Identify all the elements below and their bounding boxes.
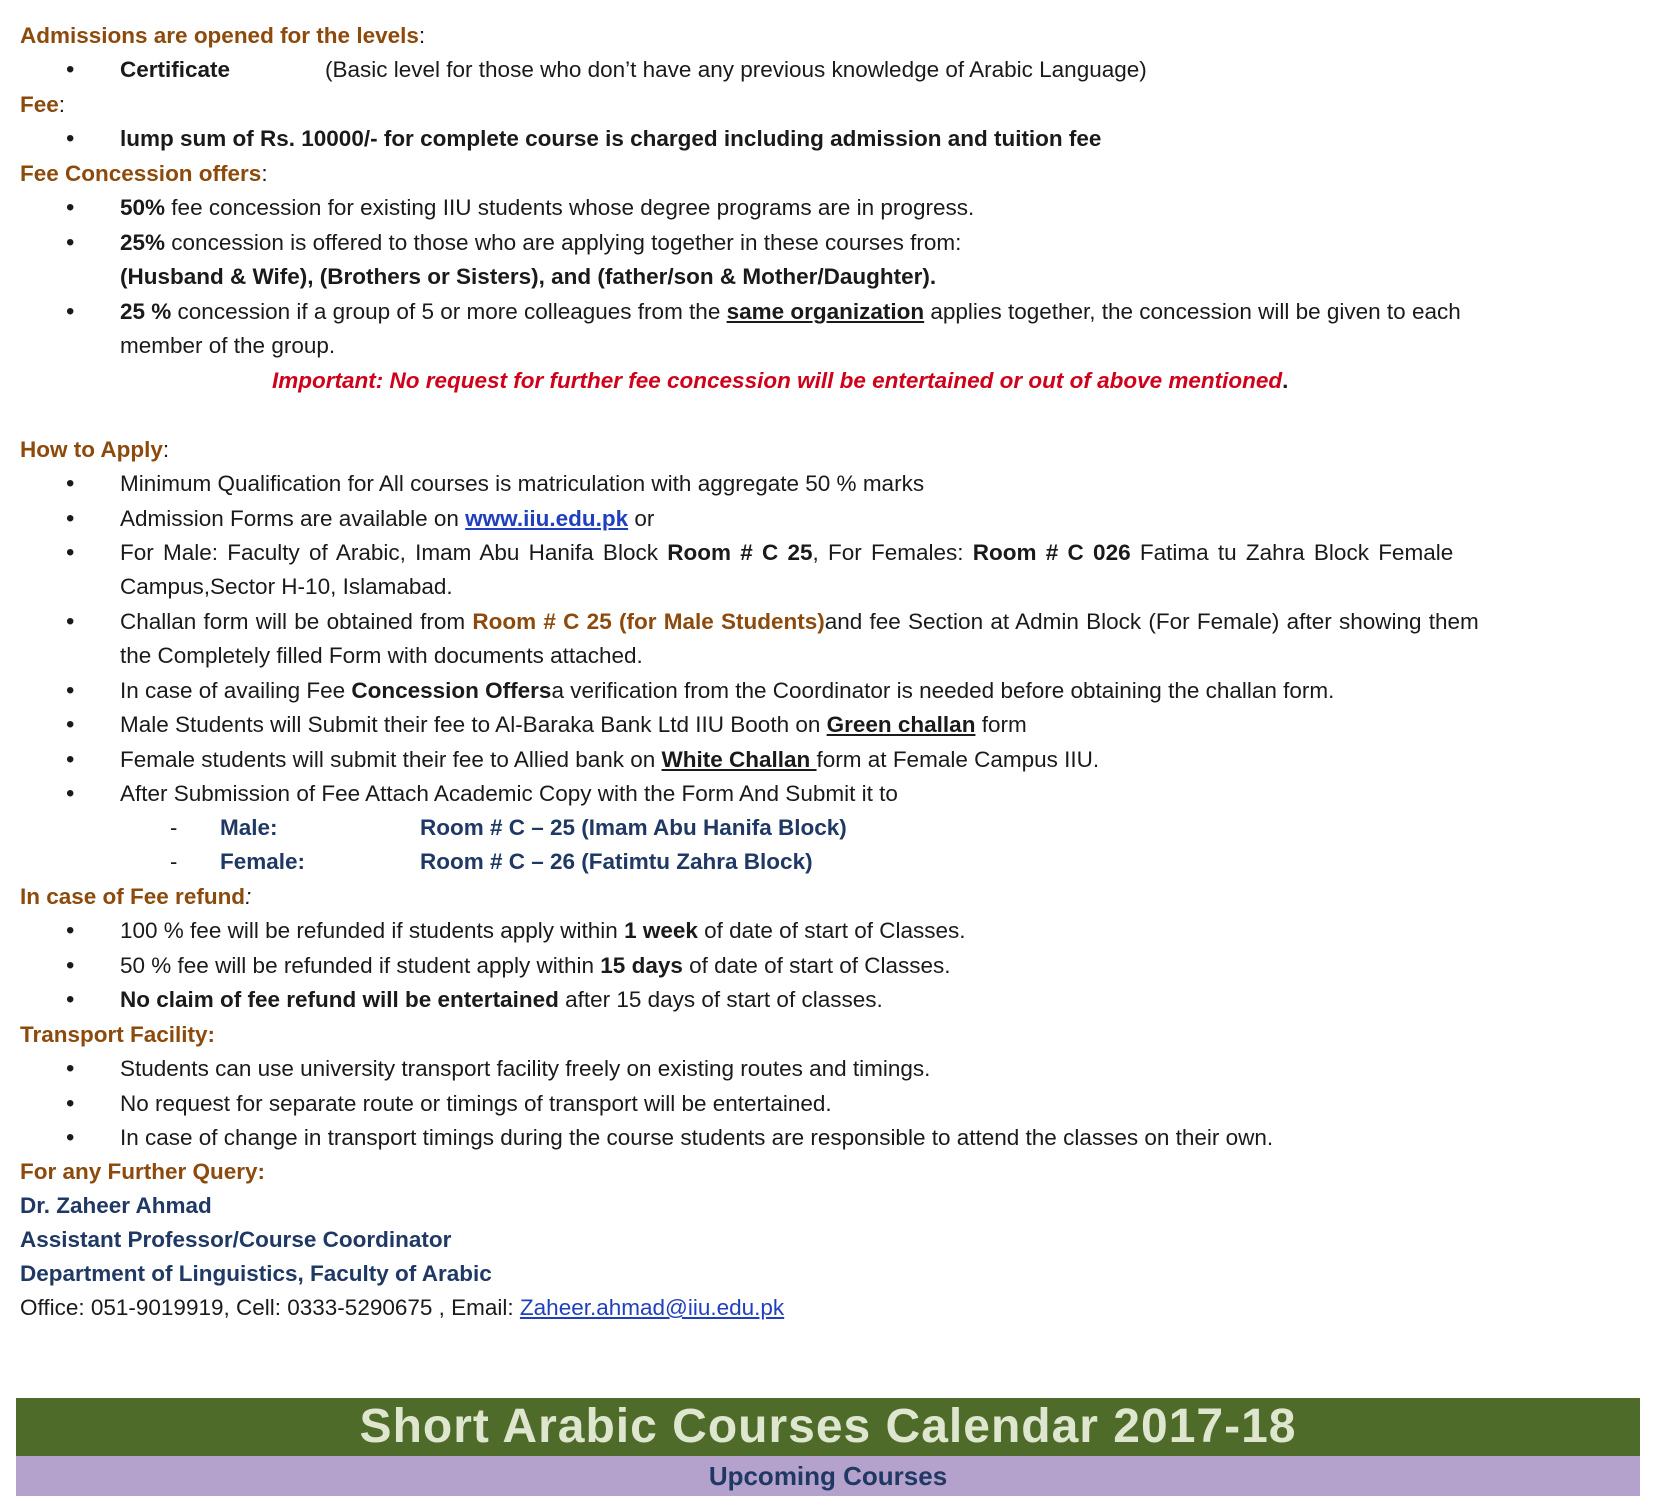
contact-name: Dr. Zaheer Ahmad (20, 1193, 212, 1218)
female-label: Female: (220, 849, 306, 874)
transport-heading: Transport Facility: (20, 1022, 216, 1047)
bullet-icon: • (66, 194, 75, 221)
concession-item-1: 50% fee concession for existing IIU students whose degree programs are in progress. (120, 195, 975, 220)
apply-heading: How to Apply: (20, 437, 170, 462)
bullet-icon: • (66, 952, 75, 979)
concession-item-3: 25 % concession if a group of 5 or more colleagues from the same organization applies together, the concession will be given to each (120, 299, 1461, 324)
dash-marker: - (170, 849, 178, 874)
bullet-icon: • (66, 917, 75, 944)
bullet-icon: • (66, 125, 75, 152)
refund-item-2: 50 % fee will be refunded if student apply within 15 days of date of start of Classes. (120, 953, 951, 978)
apply-item-4-line-2: the Completely filled Form with documents attached. (120, 643, 643, 668)
bullet-icon: • (66, 505, 75, 532)
bullet-icon: • (66, 56, 75, 83)
bullet-icon: • (66, 986, 75, 1013)
apply-item-2: Admission Forms are available on www.iiu.edu.pk or (120, 506, 655, 531)
apply-item-8: After Submission of Fee Attach Academic Copy with the Form And Submit it to (120, 781, 898, 806)
fee-heading: Fee: (20, 92, 66, 117)
bullet-icon: • (66, 608, 75, 635)
transport-item-3: In case of change in transport timings during the course students are responsible to attend the classes on their own. (120, 1125, 1274, 1150)
male-room: Room # C – 25 (Imam Abu Hanifa Block) (420, 815, 847, 840)
apply-item-1: Minimum Qualification for All courses is matriculation with aggregate 50 % marks (120, 471, 925, 496)
level-desc: (Basic level for those who don’t have any previous knowledge of Arabic Language) (325, 57, 1147, 82)
apply-item-3: For Male: Faculty of Arabic, Imam Abu Hanifa Block Room # C 25, For Females: Room # C 026 Fatima tu Zahra Block Female (120, 540, 1454, 565)
bullet-icon: • (66, 780, 75, 807)
bullet-icon: • (66, 1124, 75, 1151)
refund-item-1: 100 % fee will be refunded if students apply within 1 week of date of start of Classes. (120, 918, 966, 943)
dash-marker: - (170, 815, 178, 840)
query-heading: For any Further Query: (20, 1159, 266, 1184)
important-note: Important: No request for further fee concession will be entertained or out of above mentioned. (272, 368, 1289, 393)
refund-heading: In case of Fee refund: (20, 884, 252, 909)
bullet-icon: • (66, 677, 75, 704)
contact-department: Department of Linguistics, Faculty of Arabic (20, 1261, 492, 1286)
apply-item-6: Male Students will Submit their fee to Al-Baraka Bank Ltd IIU Booth on Green challan form (120, 712, 1027, 737)
bullet-icon: • (66, 711, 75, 738)
bullet-icon: • (66, 1090, 75, 1117)
apply-item-4: Challan form will be obtained from Room # C 25 (for Male Students)and fee Section at Admin Block (For Female) after showing them (120, 609, 1479, 634)
email-link[interactable]: Zaheer.ahmad@iiu.edu.pk (519, 1295, 785, 1320)
apply-item-3-line-2: Campus,Sector H-10, Islamabad. (120, 574, 453, 599)
contact-title: Assistant Professor/Course Coordinator (20, 1227, 452, 1252)
transport-item-1: Students can use university transport facility freely on existing routes and timings. (120, 1056, 931, 1081)
bullet-icon: • (66, 746, 75, 773)
apply-item-5: In case of availing Fee Concession Offersa verification from the Coordinator is needed before obtaining the challan form. (120, 678, 1335, 703)
bullet-icon: • (66, 470, 75, 497)
bullet-icon: • (66, 298, 75, 325)
male-label: Male: (220, 815, 278, 840)
concession-heading: Fee Concession offers: (20, 161, 268, 186)
transport-item-2: No request for separate route or timings of transport will be entertained. (120, 1091, 832, 1116)
bullet-icon: • (66, 229, 75, 256)
concession-item-3-line-2: member of the group. (120, 333, 336, 358)
concession-item-2-line-2: (Husband & Wife), (Brothers or Sisters), and (father/son & Mother/Daughter). (120, 264, 937, 289)
fee-item: lump sum of Rs. 10000/- for complete course is charged including admission and tuition fee (120, 126, 1102, 151)
calendar-banner: Short Arabic Courses Calendar 2017-18 (16, 1398, 1640, 1456)
level-item (120, 53, 1147, 87)
refund-item-3: No claim of fee refund will be entertained after 15 days of start of classes. (120, 987, 883, 1012)
upcoming-courses-bar: Upcoming Courses (16, 1456, 1640, 1496)
contact-details: Office: 051-9019919, Cell: 0333-5290675 , Email: Zaheer.ahmad@iiu.edu.pk (20, 1295, 785, 1320)
bullet-icon: • (66, 1055, 75, 1082)
website-link[interactable]: www.iiu.edu.pk (465, 506, 629, 531)
apply-item-7: Female students will submit their fee to Allied bank on White Challan form at Female Campus IIU. (120, 747, 1100, 772)
level-name: Certificate (120, 57, 231, 82)
admissions-heading: Admissions are opened for the levels: (20, 23, 426, 48)
bullet-icon: • (66, 539, 75, 566)
female-room: Room # C – 26 (Fatimtu Zahra Block) (420, 849, 813, 874)
concession-item-2: 25% concession is offered to those who are applying together in these courses from: (120, 230, 962, 255)
